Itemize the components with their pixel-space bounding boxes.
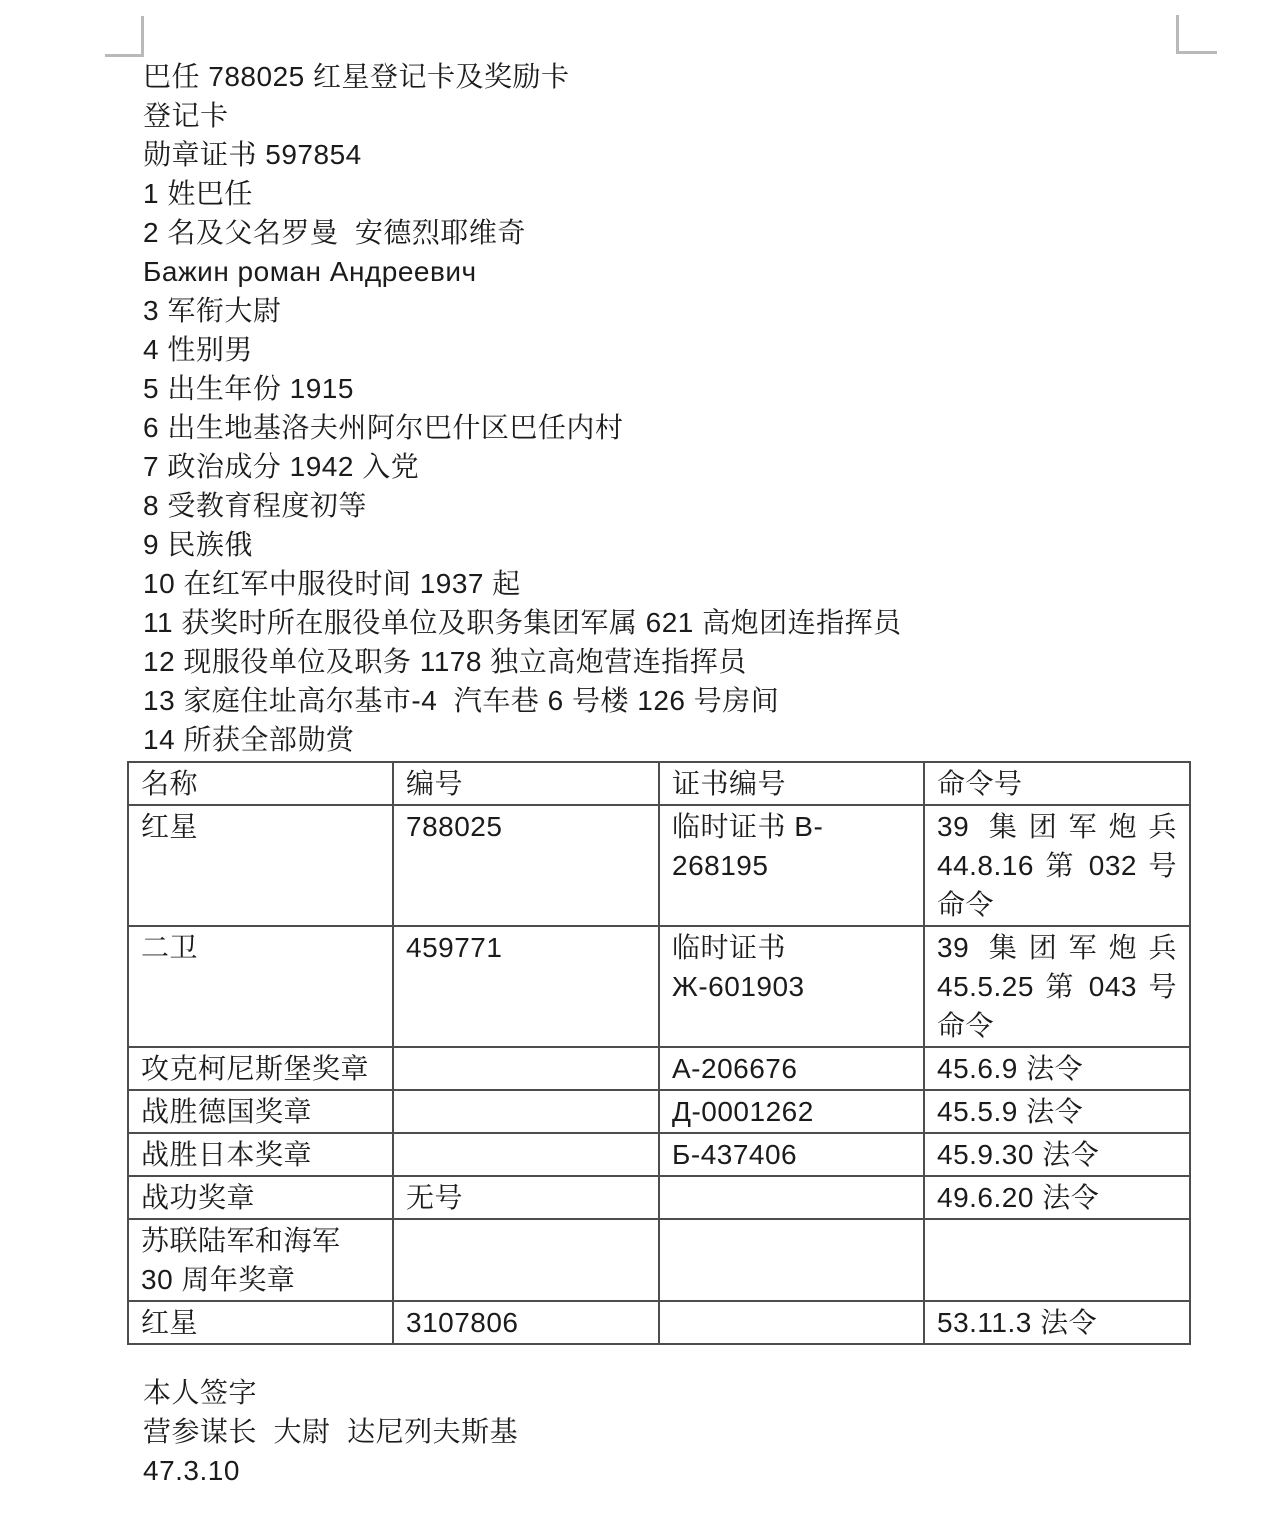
cell-certificate: А-206676 <box>659 1047 924 1090</box>
document-content <box>127 57 1189 1490</box>
cell-name: 战胜日本奖章 <box>128 1133 393 1176</box>
text-boundary-mark-top-right <box>1176 15 1217 54</box>
column-header: 证书编号 <box>659 762 924 805</box>
doc-line-card-type: 登记卡 <box>143 100 229 131</box>
table-row <box>128 1133 1190 1176</box>
cell-number: 3107806 <box>393 1301 659 1344</box>
column-header: 名称 <box>128 762 393 805</box>
cell-certificate <box>659 1219 924 1301</box>
footer-signature-label: 本人签字 <box>143 1377 258 1408</box>
awards-table-header-row <box>128 762 1190 805</box>
doc-line-birth-place: 6 出生地基洛夫州阿尔巴什区巴任内村 <box>143 412 624 443</box>
cell-number <box>393 1219 659 1301</box>
cell-number: 788025 <box>393 805 659 926</box>
table-row <box>128 1090 1190 1133</box>
cell-name: 战胜德国奖章 <box>128 1090 393 1133</box>
cell-number <box>393 1047 659 1090</box>
cell-name: 红星 <box>128 805 393 926</box>
cell-name: 战功奖章 <box>128 1176 393 1219</box>
cell-order: 53.11.3 法令 <box>924 1301 1190 1344</box>
table-row <box>128 805 1190 926</box>
footer-officer-line: 营参谋长 大尉 达尼列夫斯基 <box>143 1416 519 1447</box>
text-boundary-mark-top-left <box>105 16 144 57</box>
doc-line-home-address: 13 家庭住址高尔基市-4 汽车巷 6 号楼 126 号房间 <box>143 685 780 716</box>
cell-name: 攻克柯尼斯堡奖章 <box>128 1047 393 1090</box>
table-row <box>128 1176 1190 1219</box>
cell-certificate: 临时证书Ж-601903 <box>659 926 924 1047</box>
doc-line-surname: 1 姓巴任 <box>143 178 253 209</box>
cell-certificate <box>659 1176 924 1219</box>
doc-line-political: 7 政治成分 1942 入党 <box>143 451 420 482</box>
cell-order: 49.6.20 法令 <box>924 1176 1190 1219</box>
column-header: 编号 <box>393 762 659 805</box>
cell-name: 苏联陆军和海军 30 周年奖章 <box>128 1219 393 1301</box>
cell-number <box>393 1090 659 1133</box>
table-row <box>128 1219 1190 1301</box>
doc-line-current-unit: 12 现服役单位及职务 1178 独立高炮营连指挥员 <box>143 646 747 677</box>
doc-line-ethnicity: 9 民族俄 <box>143 529 253 560</box>
doc-line-gender: 4 性别男 <box>143 334 253 365</box>
column-header: 命令号 <box>924 762 1190 805</box>
cell-order: 45.6.9 法令 <box>924 1047 1190 1090</box>
cell-order <box>924 1219 1190 1301</box>
cell-order: 45.5.9 法令 <box>924 1090 1190 1133</box>
cell-name: 二卫 <box>128 926 393 1047</box>
cell-name: 红星 <box>128 1301 393 1344</box>
doc-line-medal-certificate: 勋章证书 597854 <box>143 139 362 170</box>
cell-order: 45.9.30 法令 <box>924 1133 1190 1176</box>
cell-number: 无号 <box>393 1176 659 1219</box>
table-row <box>128 1301 1190 1344</box>
document-footer <box>127 1373 1189 1490</box>
doc-title: 巴任 788025 红星登记卡及奖励卡 <box>143 61 570 92</box>
cell-order: 39 集团军炮兵 44.8.16 第 032 号命令 <box>924 805 1190 926</box>
doc-line-given-name: 2 名及父名罗曼 安德烈耶维奇 <box>143 217 526 248</box>
cell-order: 39 集团军炮兵 45.5.25 第 043 号命令 <box>924 926 1190 1047</box>
table-row <box>128 1047 1190 1090</box>
cell-number: 459771 <box>393 926 659 1047</box>
doc-line-cyrillic-name: Бажин роман Андреевич <box>143 256 477 287</box>
cell-certificate: Д-0001262 <box>659 1090 924 1133</box>
cell-certificate: 临时证书 B-268195 <box>659 805 924 926</box>
doc-line-birth-year: 5 出生年份 1915 <box>143 373 354 404</box>
cell-certificate <box>659 1301 924 1344</box>
cell-certificate: Б-437406 <box>659 1133 924 1176</box>
awards-table <box>127 761 1191 1345</box>
doc-line-education: 8 受教育程度初等 <box>143 490 367 521</box>
doc-line-service-since: 10 在红军中服役时间 1937 起 <box>143 568 521 599</box>
doc-line-unit-at-award: 11 获奖时所在服役单位及职务集团军属 621 高炮团连指挥员 <box>143 607 902 638</box>
doc-line-rank: 3 军衔大尉 <box>143 295 282 326</box>
cell-number <box>393 1133 659 1176</box>
doc-line-awards-heading: 14 所获全部勋赏 <box>143 724 355 755</box>
footer-date: 47.3.10 <box>143 1455 240 1486</box>
table-row <box>128 926 1190 1047</box>
